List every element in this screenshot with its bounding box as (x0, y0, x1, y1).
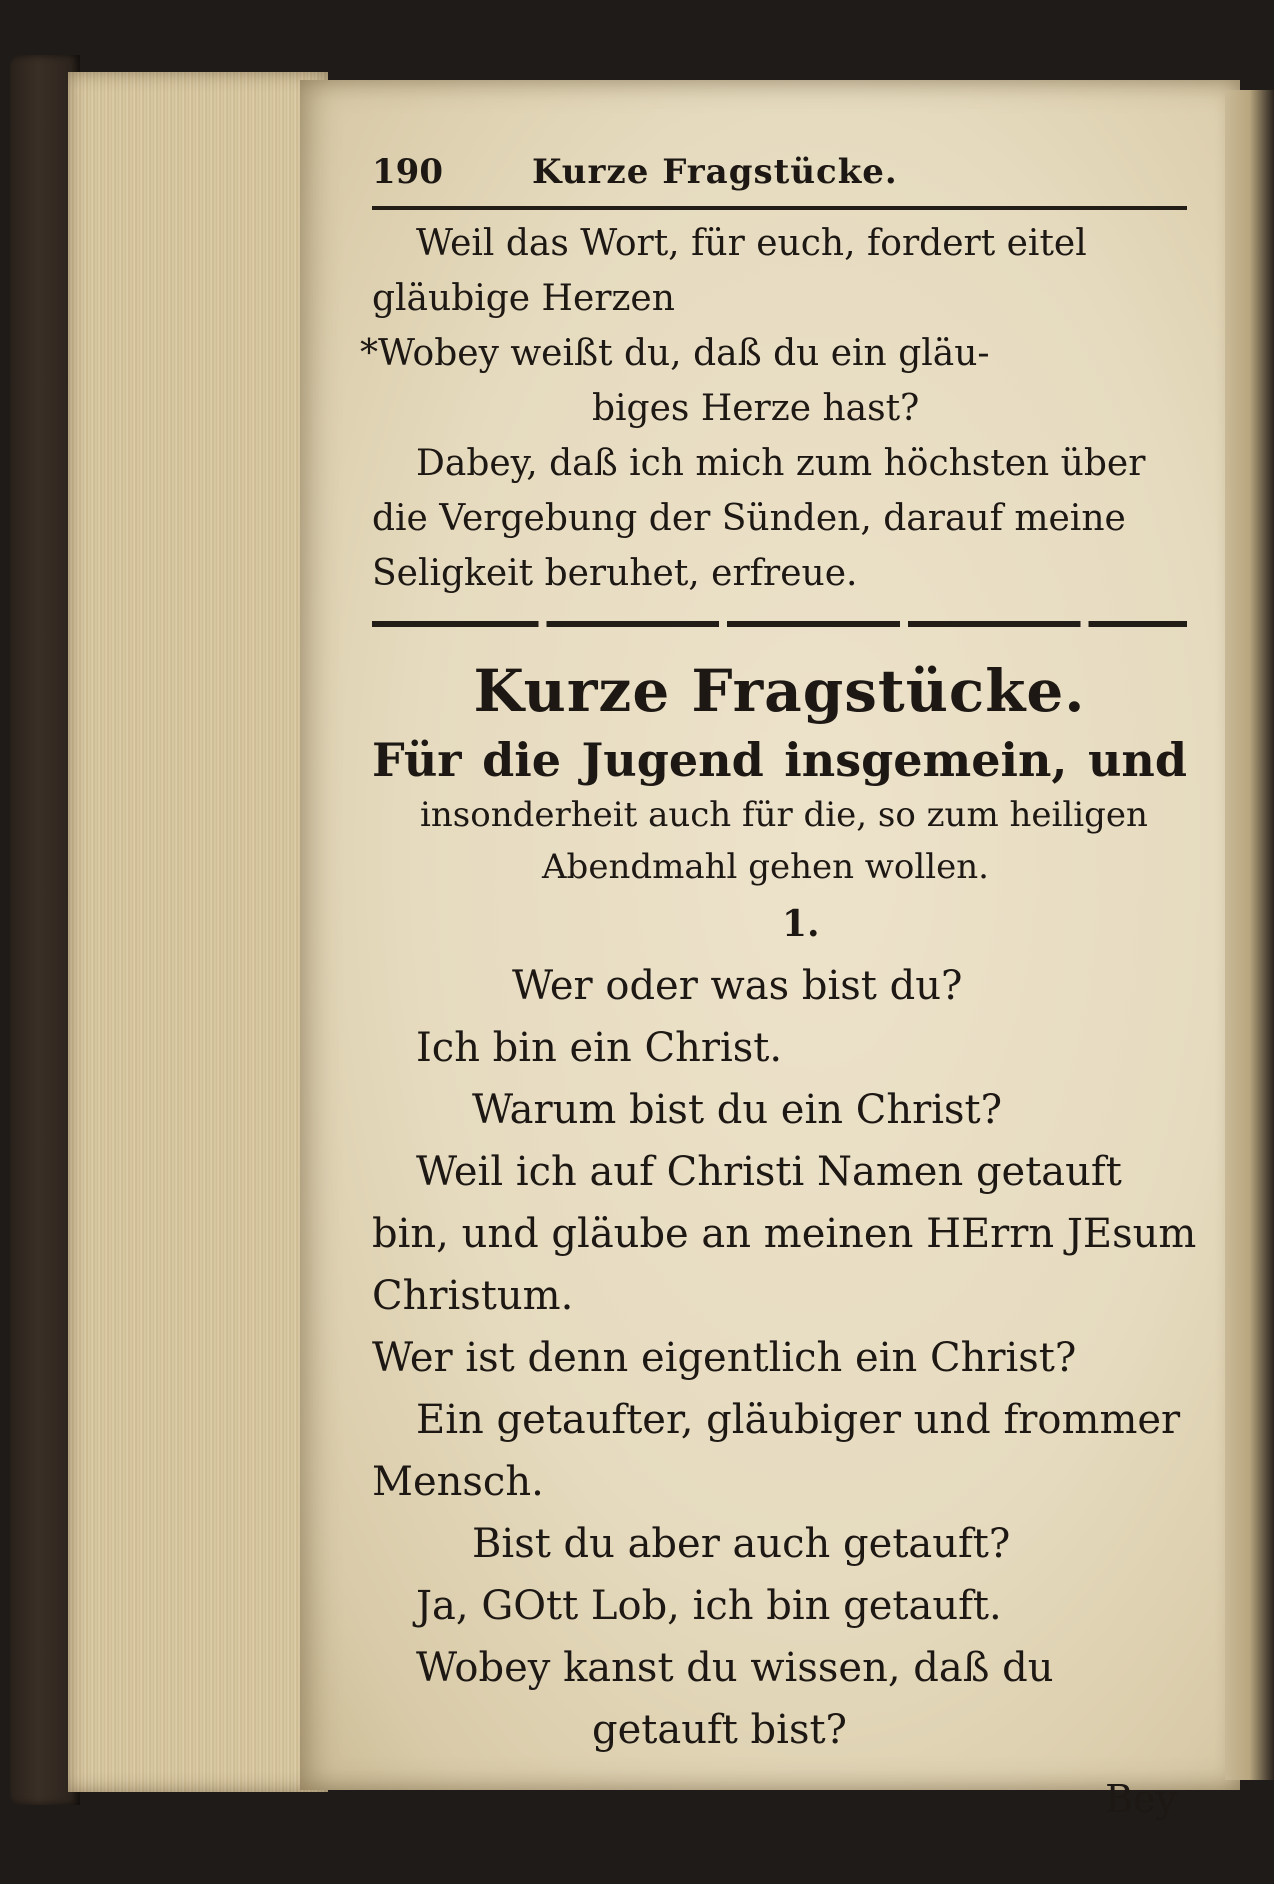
top-block (360, 216, 1187, 601)
page-stack-edge (68, 72, 328, 1792)
page-text (360, 152, 1197, 1829)
header-rule (372, 206, 1187, 210)
text-line: Dabey, daß ich mich zum höchsten über (416, 443, 1146, 484)
text-line: Seligkeit beruhet, erfreue. (372, 553, 858, 594)
text-line: die Vergebung der Sünden, darauf meine (372, 498, 1126, 539)
question-line: Warum bist du ein Christ? (472, 1087, 1003, 1133)
section-number: 1. (782, 903, 820, 945)
answer-line: Ja, GOtt Lob, ich bin getauft. (416, 1583, 1002, 1629)
section-subtitle: Für die Jugend insgemein, und (372, 733, 1187, 787)
text-line: Weil das Wort, für euch, fordert eitel (416, 223, 1087, 264)
text-line: biges Herze hast? (592, 388, 920, 429)
section-subtitle-line: Abendmahl gehen wollen. (542, 847, 989, 887)
question-line: Wobey kanst du wissen, daß du (416, 1645, 1054, 1691)
answer-line: Weil ich auf Christi Namen getauft (416, 1149, 1122, 1195)
answer-line: Ich bin ein Christ. (416, 1025, 783, 1071)
running-head: Kurze Fragstücke. (532, 152, 898, 192)
page-header (372, 152, 1187, 202)
section-subtitle-line: insonderheit auch für die, so zum heiligen (420, 795, 1148, 835)
answer-line: Christum. (372, 1273, 574, 1319)
answer-line: Ein getaufter, gläubiger und frommer (416, 1397, 1181, 1443)
question-line: getauft bist? (592, 1707, 847, 1753)
answer-line: bin, und gläube an meinen HErrn JEsum (372, 1211, 1197, 1257)
answer-line: Mensch. (372, 1459, 544, 1505)
question-line: Wer ist denn eigentlich ein Christ? (372, 1335, 1077, 1381)
question-line: Wer oder was bist du? (512, 963, 963, 1009)
section-divider (372, 621, 1187, 627)
asterisk-mark: * (360, 333, 378, 374)
question-text: Wobey weißt du, daß du ein gläu- (378, 333, 990, 374)
page-number: 190 (372, 152, 443, 192)
catchword: Bey (1105, 1777, 1177, 1821)
section-title: Kurze Fragstücke. (473, 657, 1086, 725)
question-line: Bist du aber auch getauft? (472, 1521, 1011, 1567)
text-line (360, 326, 1187, 381)
page-gutter (1225, 90, 1274, 1780)
text-line: gläubige Herzen (372, 278, 675, 319)
qa-block (372, 955, 1197, 1761)
